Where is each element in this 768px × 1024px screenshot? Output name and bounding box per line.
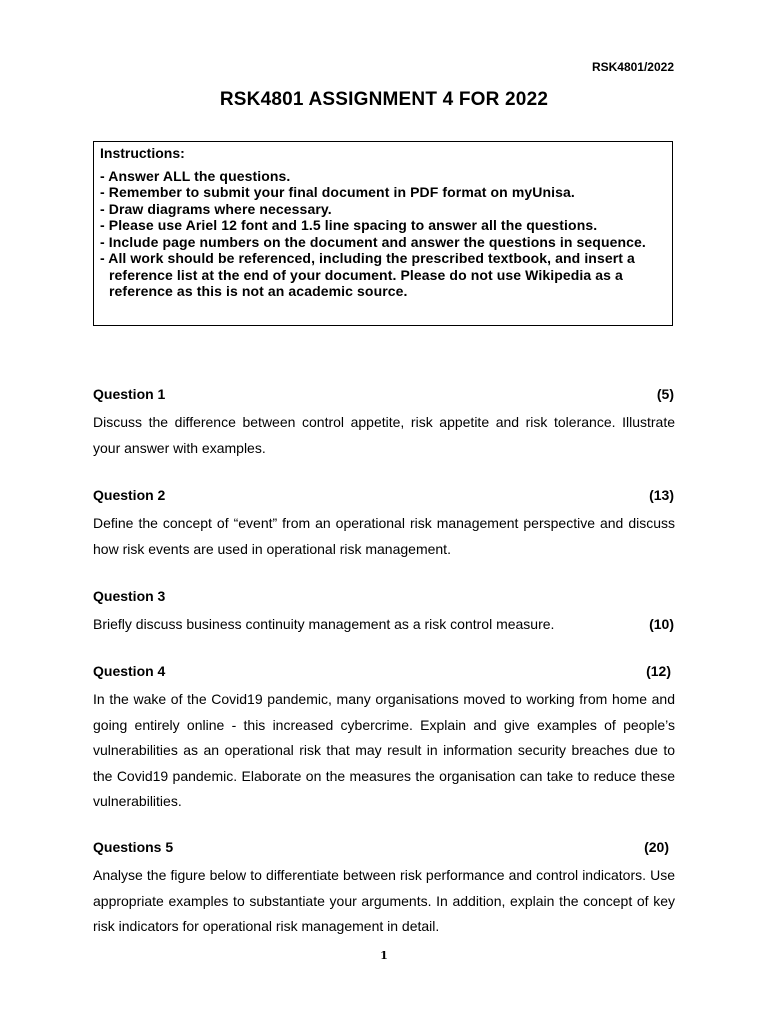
- question-title: Questions 5: [93, 839, 174, 855]
- instruction-item: - Include page numbers on the document and answer the questions in sequence.: [100, 233, 646, 250]
- question-title: Question 4: [93, 663, 166, 679]
- question-header: [93, 839, 675, 859]
- question-header: [93, 487, 675, 507]
- question-title: Question 3: [93, 588, 166, 604]
- question-marks: (13): [649, 487, 674, 503]
- question-marks: (20): [644, 839, 669, 855]
- question-text: In the wake of the Covid19 pandemic, many organisations moved to working from home and going entirely online - this increased cybercrime. Explain and give examples of people’s vulnerabilities as an operational risk that may result in information security breaches due to the Covid19 pandemic. Elaborate on the measures the organisation can take to reduce these vulnerabilities.: [93, 691, 675, 809]
- instruction-item: - Please use Ariel 12 font and 1.5 line spacing to answer all the questions.: [100, 217, 598, 233]
- question-text: Discuss the difference between control appetite, risk appetite and risk tolerance. Illustrate your answer with examples.: [93, 414, 675, 456]
- instructions-box: [93, 141, 673, 326]
- question-4: [93, 663, 675, 815]
- instructions-heading: Instructions:: [100, 145, 185, 161]
- question-title: Question 1: [93, 386, 166, 402]
- page-number: 1: [380, 949, 388, 962]
- question-title: Question 2: [93, 487, 166, 503]
- question-marks: (5): [656, 386, 674, 402]
- question-header: [93, 588, 675, 608]
- question-marks: (10): [649, 616, 674, 632]
- header-course-code: RSK4801/2022: [591, 60, 674, 74]
- question-2: [93, 487, 675, 562]
- question-text: Analyse the figure below to differentiate between risk performance and control indicators. Use appropriate examples to substantiate your arguments. In addition, explain the concept of key risk indicators for operational risk management in detail.: [93, 867, 675, 934]
- question-marks: (12): [646, 663, 671, 679]
- question-body: [93, 612, 675, 638]
- instruction-item: - Answer ALL the questions.: [100, 167, 291, 184]
- page-title: RSK4801 ASSIGNMENT 4 FOR 2022: [219, 89, 549, 110]
- question-header: [93, 663, 675, 683]
- question-5: [93, 839, 675, 940]
- question-3: [93, 588, 675, 638]
- instruction-item: - Remember to submit your final document in PDF format on myUnisa.: [100, 184, 575, 200]
- instruction-item: - All work should be referenced, including the prescribed textbook, and insert a reference list at the end of your document. Please do not use Wikipedia as a reference as this is not an academic source.: [100, 250, 635, 299]
- question-text: Briefly discuss business continuity management as a risk control measure.: [93, 616, 555, 632]
- question-header: [93, 386, 675, 406]
- question-1: [93, 386, 675, 461]
- instruction-item: - Draw diagrams where necessary.: [100, 200, 332, 217]
- question-text: Define the concept of “event” from an operational risk management perspective and discuss how risk events are used in operational risk management.: [93, 515, 675, 557]
